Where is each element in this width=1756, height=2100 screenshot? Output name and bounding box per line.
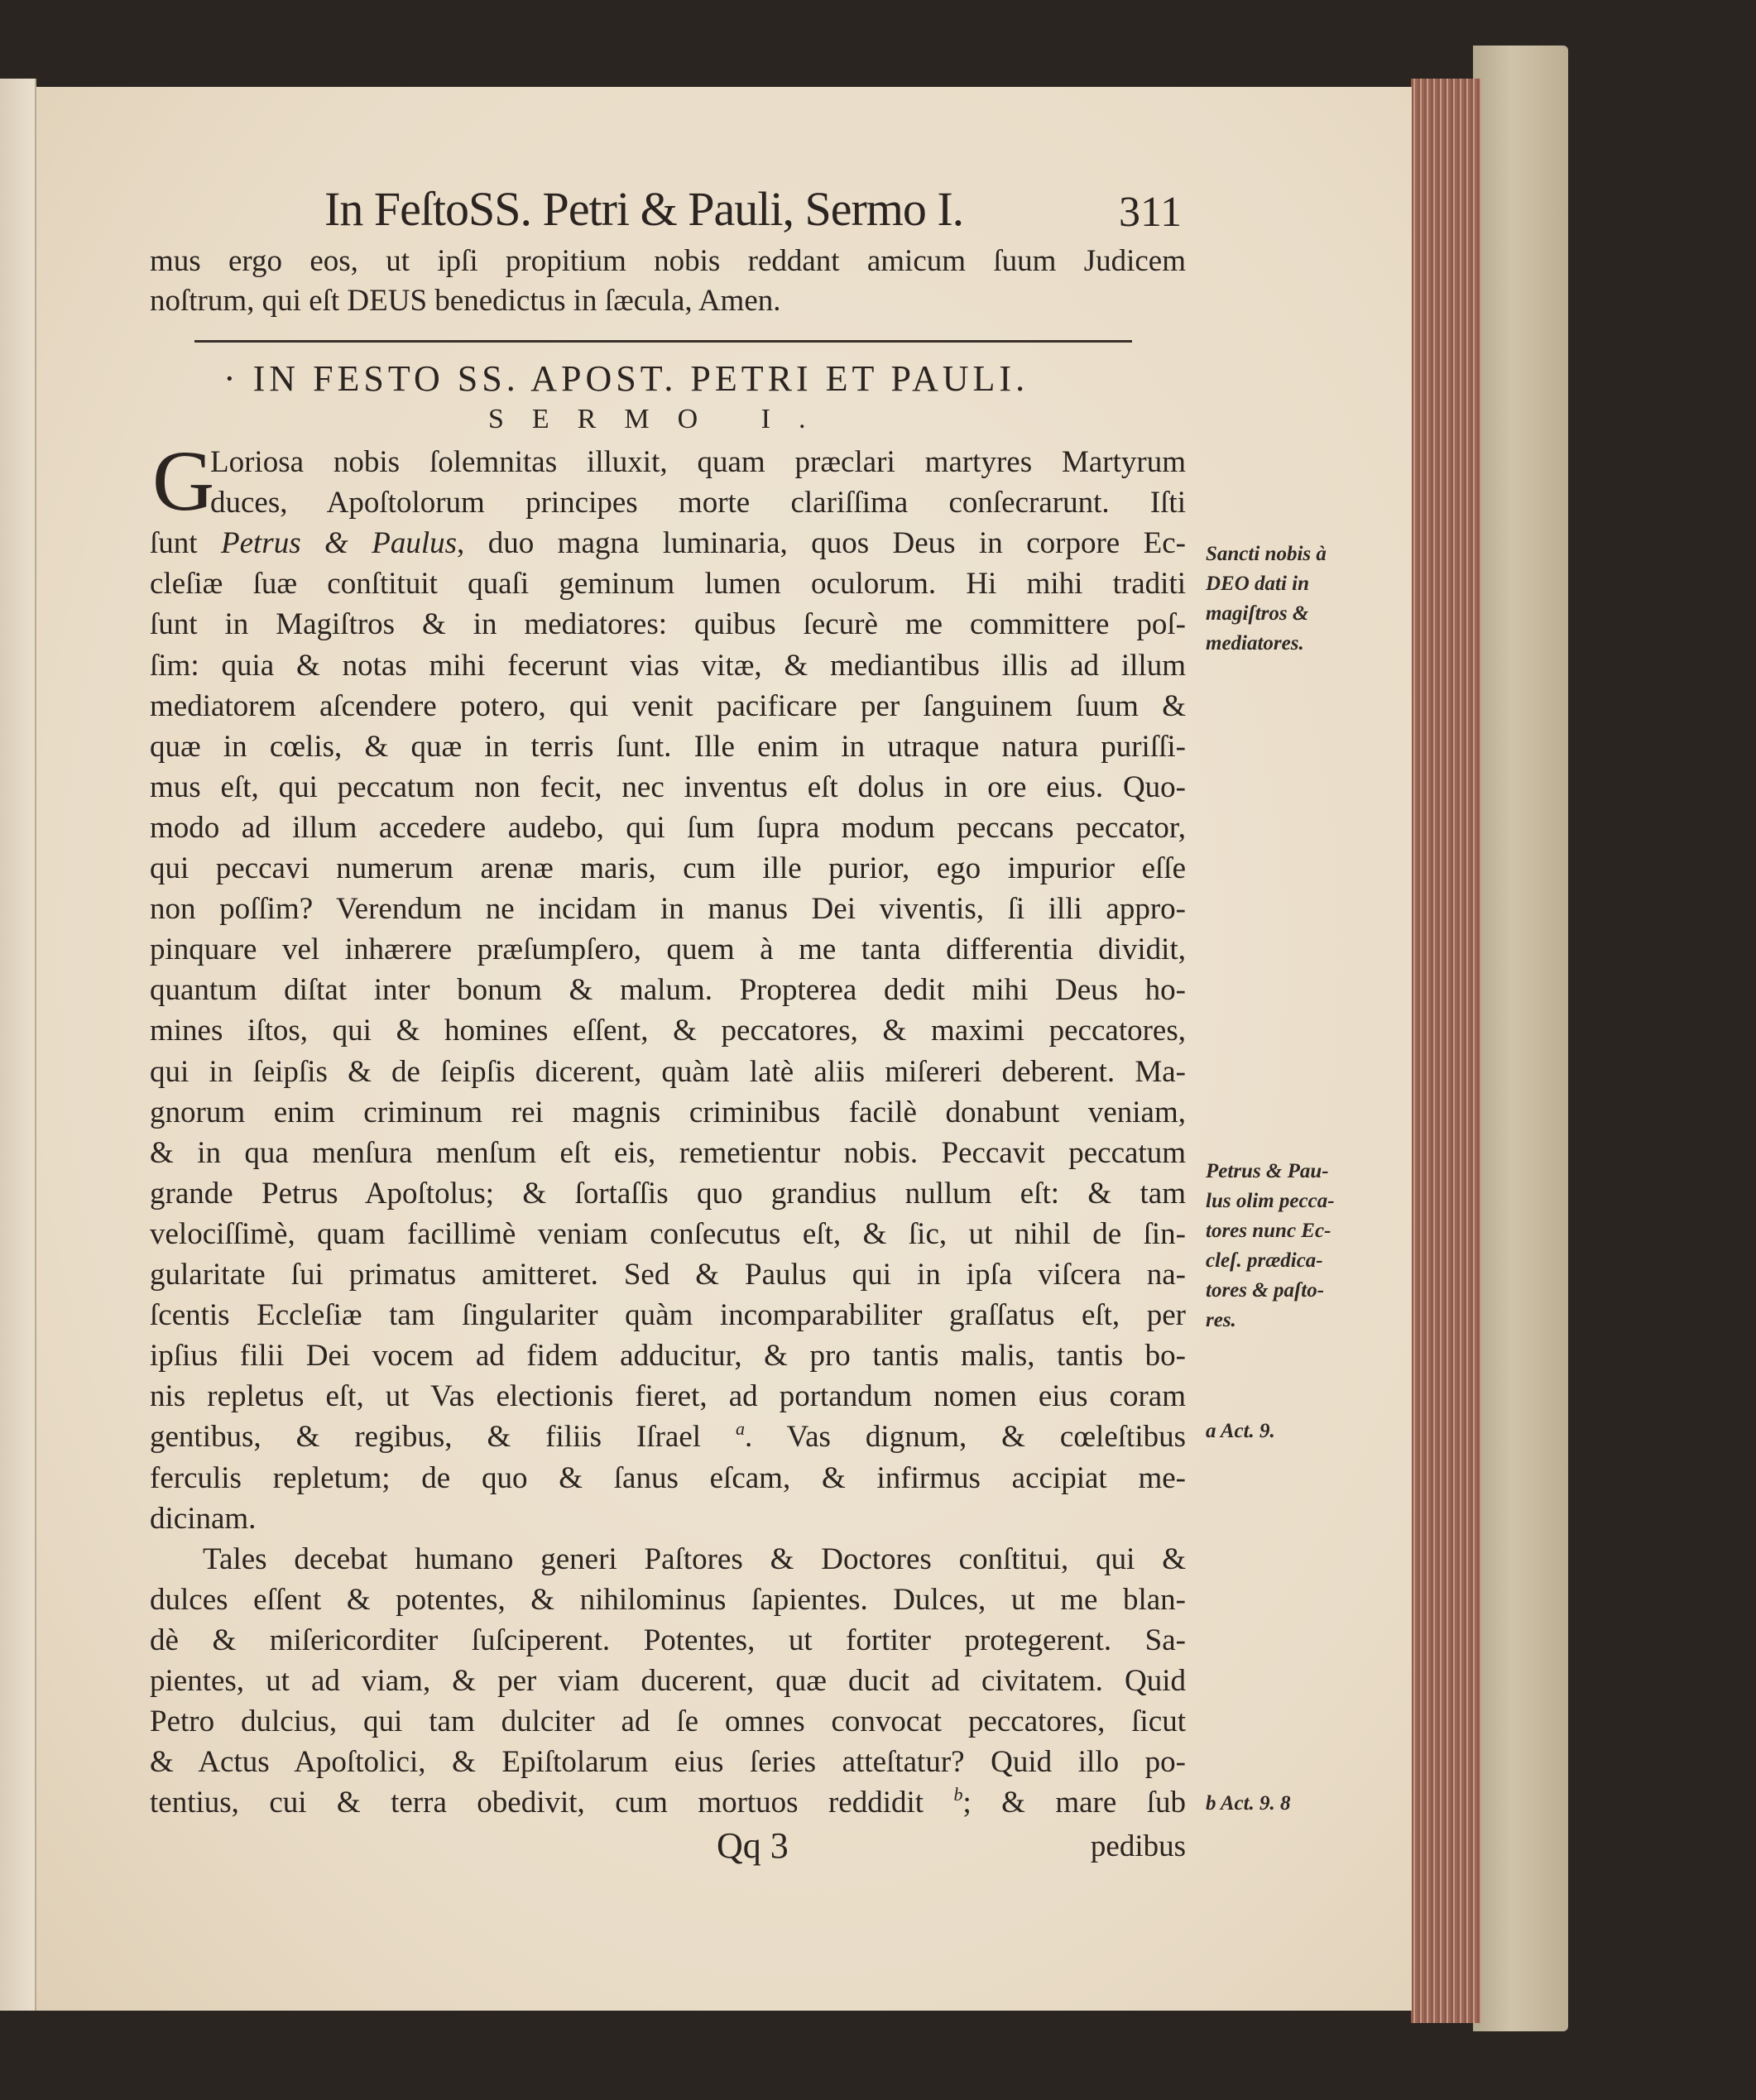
- text-segment: gnorum enim criminum rei magnis criminibus facilè donabunt veniam,: [150, 1095, 1186, 1129]
- text-line: [150, 523, 1186, 563]
- text-segment: , duo magna luminaria, quos Deus in corpore Ec-: [457, 526, 1186, 561]
- margin-note: [1206, 539, 1371, 659]
- margin-note-line: DEO dati in: [1206, 573, 1310, 595]
- text-line: [150, 1254, 1186, 1295]
- text-line: [210, 442, 1186, 482]
- footnote-marker: b: [953, 1784, 963, 1805]
- margin-note-line: lus olim pecca-: [1206, 1190, 1335, 1212]
- text-segment: quæ in cœlis, & quæ in terris ſunt. Ille enim in utraque natura puriſſi-: [150, 729, 1186, 764]
- text-segment: ſim: quia & notas mihi fecerunt vias vitæ, & mediantibus illis ad illum: [150, 648, 1186, 683]
- page-number: 311: [1119, 189, 1183, 236]
- text-line: [150, 1661, 1186, 1701]
- signature-mark: Qq 3: [717, 1825, 789, 1866]
- text-segment: ; & mare ſub: [962, 1786, 1186, 1820]
- text-segment: Petro dulcius, qui tam dulciter ad ſe omnes convocat peccatores, ſicut: [150, 1704, 1186, 1739]
- text-segment: ſunt: [150, 526, 221, 561]
- margin-note-line: mediatores.: [1206, 632, 1304, 654]
- text-segment: ferculis repletum; de quo & ſanus eſcam, & infirmus accipiat me-: [150, 1460, 1186, 1495]
- text-line: [150, 1173, 1186, 1214]
- text-segment: dulces eſſent & potentes, & nihilominus ſapientes. Dulces, ut me blan-: [150, 1582, 1186, 1617]
- text-segment: tentius, cui & terra obedivit, cum mortuos reddidit: [150, 1786, 954, 1820]
- text-segment: duces, Apoſtolorum principes morte clariſſima conſecrarunt. Iſti: [210, 486, 1186, 520]
- catchword: pedibus: [1090, 1829, 1186, 1863]
- margin-note-line: magiſtros &: [1206, 602, 1309, 625]
- facing-page-edge: [0, 79, 36, 2011]
- text-line: [150, 686, 1186, 726]
- margin-note-line: cleſ. prædica-: [1206, 1249, 1323, 1272]
- text-line: [150, 767, 1186, 808]
- margin-note-line: Petrus & Pau-: [1206, 1160, 1329, 1182]
- text-segment: qui in ſeipſis & de ſeipſis dicerent, quàm latè aliis miſereri deberent. Ma-: [150, 1054, 1186, 1089]
- text-segment: grande Petrus Apoſtolus; & ſortaſſis quo grandius nullum eſt: & tam: [150, 1176, 1186, 1211]
- text-line: [150, 1214, 1186, 1254]
- text-segment: ſunt in Magiſtros & in mediatores: quibus ſecurè me committere poſ-: [150, 607, 1186, 642]
- text-line: [150, 563, 1186, 604]
- margin-note-line: a Act. 9.: [1206, 1420, 1275, 1442]
- text-line: [150, 1742, 1186, 1782]
- text-line: [150, 1092, 1186, 1133]
- section-divider: [194, 340, 1132, 343]
- text-segment: gentibus, & regibus, & filiis Iſrael: [150, 1420, 736, 1455]
- margin-note: [1206, 1789, 1371, 1819]
- running-title: In FeſtoSS. Petri & Pauli, Sermo I.: [324, 182, 964, 236]
- text-line: [150, 1580, 1186, 1620]
- text-line: [150, 1335, 1186, 1376]
- drop-cap: G: [152, 434, 215, 529]
- section-heading: · IN FESTO SS. APOST. PETRI ET PAULI.: [223, 358, 1029, 399]
- text-segment: quantum diſtat inter bonum & malum. Propterea dedit mihi Deus ho-: [150, 973, 1186, 1008]
- text-segment: noſtrum, qui eſt DEUS benedictus in ſæcula, Amen.: [150, 284, 781, 318]
- text-line: [150, 1052, 1186, 1092]
- margin-note-line: tores & paſto-: [1206, 1279, 1325, 1302]
- text-segment: modo ad illum accedere audebo, qui ſum ſupra modum peccans peccator,: [150, 810, 1186, 845]
- margin-note: [1206, 1157, 1371, 1335]
- text-segment: gularitate ſui primatus amitteret. Sed & Paulus qui in ipſa viſcera na-: [150, 1258, 1186, 1292]
- text-line: [150, 280, 1186, 321]
- text-line: [150, 1458, 1186, 1498]
- text-segment: nis repletus eſt, ut Vas electionis fieret, ad portandum nomen eius coram: [150, 1379, 1186, 1414]
- text-line: [150, 1782, 1186, 1823]
- text-line: [150, 1498, 1186, 1539]
- text-segment: & Actus Apoſtolici, & Epiſtolarum eius ſeries atteſtatur? Quid illo po-: [150, 1745, 1186, 1780]
- text-line: [210, 482, 1186, 523]
- text-segment: cleſiæ ſuæ conſtituit quaſi geminum lumen oculorum. Hi mihi traditi: [150, 567, 1186, 602]
- sermon-subheading: SERMO I.: [488, 404, 834, 434]
- text-line: [150, 1010, 1186, 1051]
- text-line: [203, 1539, 1186, 1580]
- text-line: [150, 645, 1186, 686]
- text-line: [150, 726, 1186, 767]
- text-line: [150, 1701, 1186, 1742]
- text-line: [150, 970, 1186, 1010]
- margin-note-line: b Act. 9. 8: [1206, 1792, 1291, 1815]
- text-segment: ſcentis Eccleſiæ tam ſingulariter quàm incomparabiliter graſſatus eſt, per: [150, 1298, 1186, 1333]
- text-line: [150, 241, 1186, 281]
- text-line: [150, 1133, 1186, 1173]
- margin-note: [1206, 1417, 1371, 1446]
- text-segment: mines iſtos, qui & homines eſſent, & peccatores, & maximi peccatores,: [150, 1014, 1186, 1048]
- margin-note-line: Sancti nobis à: [1206, 543, 1327, 565]
- text-segment: qui peccavi numerum arenæ maris, cum ille purior, ego impurior eſſe: [150, 851, 1186, 885]
- text-segment: mus ergo eos, ut ipſi propitium nobis reddant amicum ſuum Judicem: [150, 244, 1186, 278]
- text-line: [150, 604, 1186, 645]
- text-segment: dè & miſericorditer ſuſciperent. Potentes, ut fortiter protegerent. Sa-: [150, 1623, 1186, 1657]
- text-line: [150, 1417, 1186, 1457]
- italic-text: Petrus & Paulus: [221, 526, 458, 561]
- text-segment: dicinam.: [150, 1501, 257, 1536]
- text-segment: Loriosa nobis ſolemnitas illuxit, quam præclari martyres Martyrum: [210, 445, 1186, 479]
- text-line: [150, 1620, 1186, 1661]
- footnote-marker: a: [735, 1418, 745, 1440]
- text-line: [150, 889, 1186, 929]
- text-segment: velociſſimè, quam facillimè veniam conſecutus eſt, & ſic, ut nihil de ſin-: [150, 1216, 1186, 1251]
- text-segment: pientes, ut ad viam, & per viam ducerent, quæ ducit ad civitatem. Quid: [150, 1664, 1186, 1698]
- text-line: [150, 848, 1186, 889]
- text-line: [150, 1376, 1186, 1417]
- text-segment: . Vas dignum, & cœleſtibus: [744, 1420, 1186, 1455]
- text-segment: pinquare vel inhærere præſumpſero, quem à me tanta differentia dividit,: [150, 933, 1186, 967]
- text-line: [150, 1295, 1186, 1335]
- text-segment: mus eſt, qui peccatum non fecit, nec inventus eſt dolus in ore eius. Quo-: [150, 770, 1186, 804]
- vellum-cover: [1473, 46, 1568, 2031]
- text-segment: non poſſim? Verendum ne incidam in manus Dei viventis, ſi illi appro-: [150, 892, 1186, 927]
- text-line: [150, 929, 1186, 970]
- text-segment: mediatorem aſcendere potero, qui venit pacificare per ſanguinem ſuum &: [150, 688, 1186, 723]
- page-edges: [1411, 79, 1481, 2023]
- margin-note-line: tores nunc Ec-: [1206, 1220, 1331, 1242]
- text-segment: & in qua menſura menſum eſt eis, remetientur nobis. Peccavit peccatum: [150, 1135, 1186, 1170]
- text-segment: Tales decebat humano generi Paſtores & Doctores conſtitui, qui &: [203, 1541, 1186, 1576]
- text-line: [150, 808, 1186, 848]
- text-segment: ipſius filii Dei vocem ad fidem adducitur, & pro tantis malis, tantis bo-: [150, 1339, 1186, 1374]
- margin-note-line: res.: [1206, 1309, 1236, 1331]
